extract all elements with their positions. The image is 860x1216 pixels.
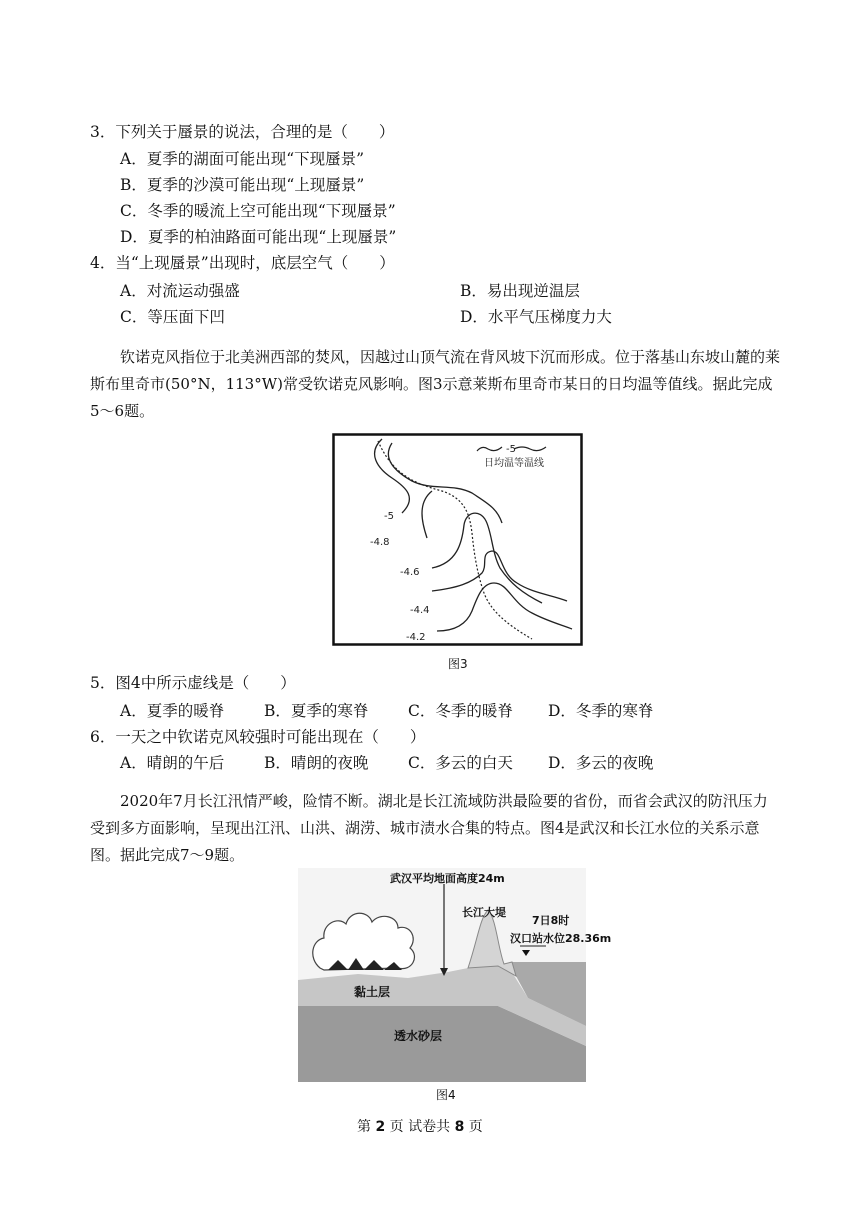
q5-stem: 5．图4中所示虚线是（ ） bbox=[90, 674, 296, 692]
q4-option-a: A．对流运动强盛 bbox=[120, 282, 240, 300]
water-level-label: 汉口站水位28.36m bbox=[510, 932, 612, 945]
q5-option-d: D．冬季的寒脊 bbox=[548, 702, 654, 720]
q6-option-b: B．晴朗的夜晚 bbox=[264, 754, 369, 772]
figure-4-wuhan-yangtze-diagram bbox=[298, 868, 612, 1082]
clay-label: 黏土层 bbox=[354, 985, 391, 999]
page-footer bbox=[357, 1116, 483, 1136]
passage-wuhan-flood: 2020年7月长江汛情严峻，险情不断。湖北是长江流域防洪最险要的省份，而省会武汉的防汛压力受到多方面影响，呈现出江汛、山洪、湖涝、城市渍水合集的特点。图4是武汉和长江水位的关系示意图。据此完成7～9题。 bbox=[90, 792, 768, 864]
legend-label: 日均温等温线 bbox=[484, 458, 544, 469]
q6-option-d: D．多云的夜晚 bbox=[548, 754, 654, 772]
levee-label: 长江大堤 bbox=[462, 906, 506, 919]
q3-option-a: A．夏季的湖面可能出现“下现蜃景” bbox=[120, 150, 365, 168]
q6-option-a: A．晴朗的午后 bbox=[120, 754, 225, 772]
legend-value: -5 bbox=[506, 444, 516, 455]
q4-option-b: B．易出现逆温层 bbox=[460, 282, 580, 300]
footer-prefix: 第 bbox=[357, 1119, 371, 1135]
footer-mid: 页 试卷共 bbox=[389, 1119, 451, 1135]
footer-page-number: 2 bbox=[375, 1119, 386, 1135]
q4-option-c: C．等压面下凹 bbox=[120, 308, 225, 326]
label-minus-4-2: -4.2 bbox=[406, 632, 426, 643]
label-minus-5: -5 bbox=[384, 511, 394, 522]
q5-option-c: C．冬季的暖脊 bbox=[408, 702, 513, 720]
sand-label: 透水砂层 bbox=[394, 1029, 443, 1043]
label-minus-4-6: -4.6 bbox=[400, 567, 420, 578]
ground-height-label: 武汉平均地面高度24m bbox=[390, 872, 505, 885]
figure-4-caption: 图4 bbox=[436, 1088, 456, 1102]
label-minus-4-8: -4.8 bbox=[370, 537, 390, 548]
q3-option-d: D．夏季的柏油路面可能出现“上现蜃景” bbox=[120, 228, 397, 246]
q3-option-c: C．冬季的暖流上空可能出现“下现蜃景” bbox=[120, 202, 396, 220]
q5-option-b: B．夏季的寒脊 bbox=[264, 702, 369, 720]
q3-stem: 3．下列关于蜃景的说法，合理的是（ ） bbox=[90, 123, 395, 141]
q3-option-b: B．夏季的沙漠可能出现“上现蜃景” bbox=[120, 176, 365, 194]
q6-stem: 6．一天之中钦诺克风较强时可能出现在（ ） bbox=[90, 728, 426, 746]
q4-stem: 4．当“上现蜃景”出现时，底层空气（ ） bbox=[90, 254, 395, 272]
time-label: 7日8时 bbox=[532, 914, 570, 927]
figure-3-caption: 图3 bbox=[448, 657, 468, 671]
footer-total-pages: 8 bbox=[454, 1119, 465, 1135]
figure-3-isotherm-map bbox=[332, 433, 584, 649]
q4-option-d: D．水平气压梯度力大 bbox=[460, 308, 612, 326]
q5-option-a: A．夏季的暖脊 bbox=[120, 702, 225, 720]
passage-chinook: 钦诺克风指位于北美洲西部的焚风，因越过山顶气流在背风坡下沉而形成。位于落基山东坡山麓的莱斯布里奇市(50°N，113°W)常受钦诺克风影响。图3示意莱斯布里奇市某日的日均温等值线。据此完成5～6题。 bbox=[90, 348, 781, 420]
q6-option-c: C．多云的白天 bbox=[408, 754, 513, 772]
label-minus-4-4: -4.4 bbox=[410, 605, 430, 616]
footer-suffix: 页 bbox=[468, 1119, 483, 1135]
